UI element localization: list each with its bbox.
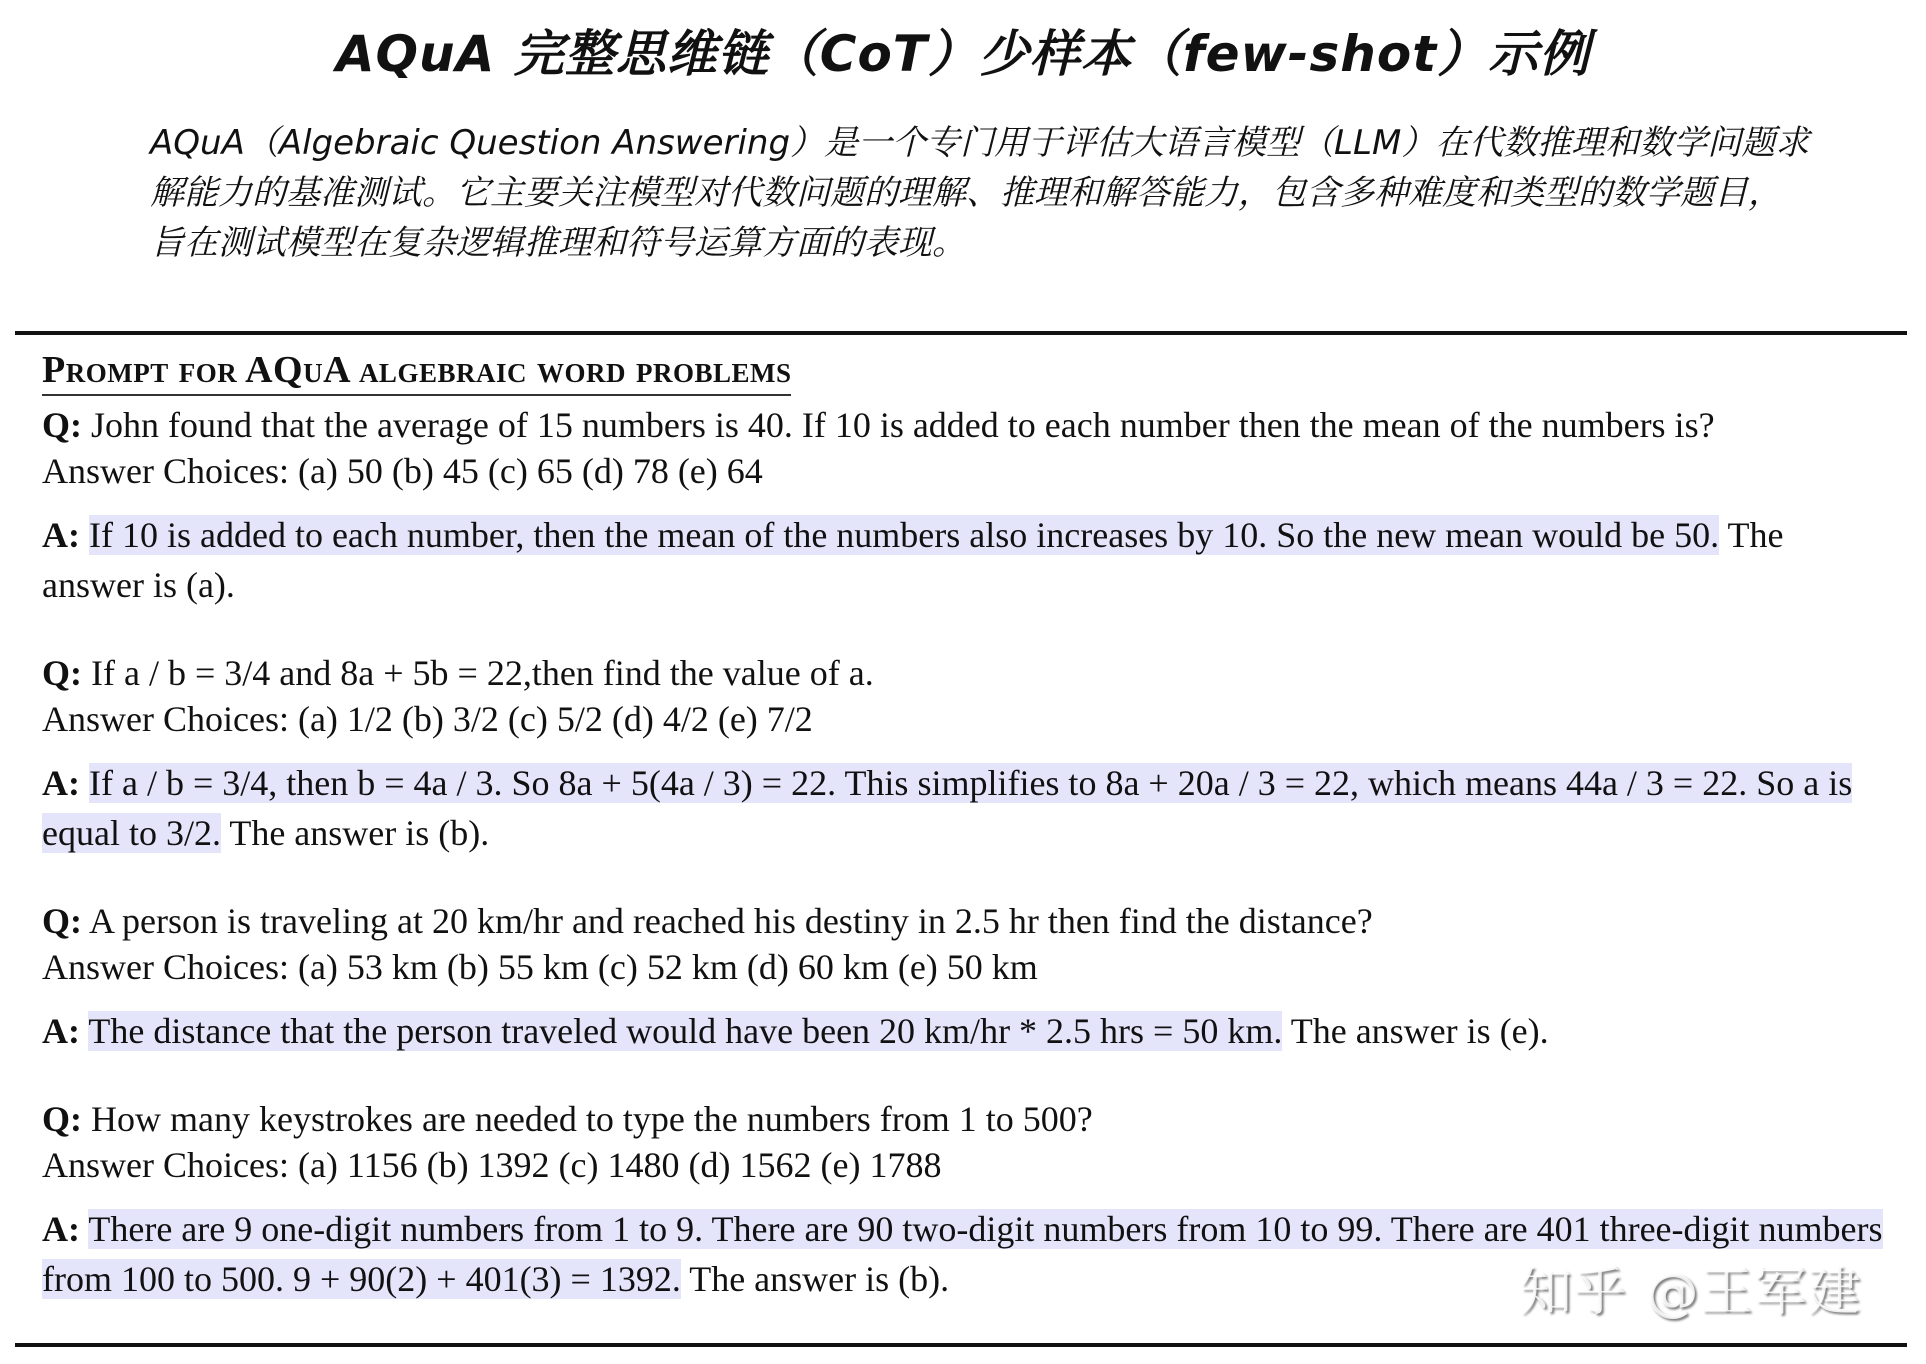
example-3 xyxy=(42,898,1888,1056)
prompt-heading: Prompt for AQuA algebraic word problems xyxy=(42,348,791,396)
q-label: Q: xyxy=(42,653,82,693)
page-title: AQuA 完整思维链（CoT）少样本（few-shot）示例 xyxy=(335,25,1591,83)
answer xyxy=(42,510,1888,610)
question xyxy=(42,1096,1888,1142)
question xyxy=(42,650,1888,696)
bottom-rule-divider xyxy=(15,1343,1907,1347)
example-4 xyxy=(42,1096,1888,1304)
intro-paragraph: AQuA（Algebraic Question Answering）是一个专门用于评估大语言模型（LLM）在代数推理和数学问题求解能力的基准测试。它主要关注模型对代数问题的理解、推理和解答能力，包含多种难度和类型的数学题目，旨在测试模型在复杂逻辑推理和符号运算方面的表现。 xyxy=(150,123,1810,263)
final-answer: The answer is (a). xyxy=(42,515,1784,605)
answer-choices: Answer Choices: (a) 1156 (b) 1392 (c) 1480 (d) 1562 (e) 1788 xyxy=(42,1145,942,1185)
question-text: A person is traveling at 20 km/hr and reached his destiny in 2.5 hr then find the distance? xyxy=(89,901,1373,941)
answer-choices: Answer Choices: (a) 1/2 (b) 3/2 (c) 5/2 (d) 4/2 (e) 7/2 xyxy=(42,699,813,739)
highlighted-reasoning: If 10 is added to each number, then the mean of the numbers also increases by 10. So the new mean would be 50. xyxy=(89,515,1720,555)
question xyxy=(42,402,1888,448)
final-answer: The answer is (b). xyxy=(689,1259,950,1299)
highlighted-reasoning: There are 9 one-digit numbers from 1 to 9. There are 90 two-digit numbers from 10 to 99. There are 401 three-digit numbers from 100 to 500. 9 + 90(2) + 401(3) = 1392. xyxy=(42,1209,1883,1299)
highlighted-reasoning: The distance that the person traveled would have been 20 km/hr * 2.5 hrs = 50 km. xyxy=(88,1011,1283,1051)
example-2 xyxy=(42,650,1888,858)
a-label: A: xyxy=(42,515,80,555)
answer xyxy=(42,1204,1888,1304)
q-label: Q: xyxy=(42,901,82,941)
final-answer: The answer is (e). xyxy=(1290,1011,1549,1051)
a-label: A: xyxy=(42,1011,80,1051)
example-1 xyxy=(42,402,1888,610)
final-answer: The answer is (b). xyxy=(229,813,490,853)
top-rule-divider xyxy=(15,331,1907,335)
answer-choices: Answer Choices: (a) 53 km (b) 55 km (c) 52 km (d) 60 km (e) 50 km xyxy=(42,947,1038,987)
a-label: A: xyxy=(42,1209,80,1249)
question xyxy=(42,898,1888,944)
answer-choices: Answer Choices: (a) 50 (b) 45 (c) 65 (d) 78 (e) 64 xyxy=(42,451,763,491)
q-label: Q: xyxy=(42,405,82,445)
answer xyxy=(42,1006,1888,1056)
answer xyxy=(42,758,1888,858)
question-text: If a / b = 3/4 and 8a + 5b = 22,then find the value of a. xyxy=(91,653,874,693)
highlighted-reasoning: If a / b = 3/4, then b = 4a / 3. So 8a + 5(4a / 3) = 22. This simplifies to 8a + 20a / 3 = 22, which means 44a / 3 = 22. So a is equal to 3/2. xyxy=(42,763,1853,853)
question-text: How many keystrokes are needed to type the numbers from 1 to 500? xyxy=(91,1099,1093,1139)
a-label: A: xyxy=(42,763,80,803)
q-label: Q: xyxy=(42,1099,82,1139)
prompt-body xyxy=(42,402,1888,1326)
watermark: 知乎 @王军建 xyxy=(1520,1263,1863,1323)
question-text: John found that the average of 15 numbers is 40. If 10 is added to each number then the mean of the numbers is? xyxy=(91,405,1715,445)
